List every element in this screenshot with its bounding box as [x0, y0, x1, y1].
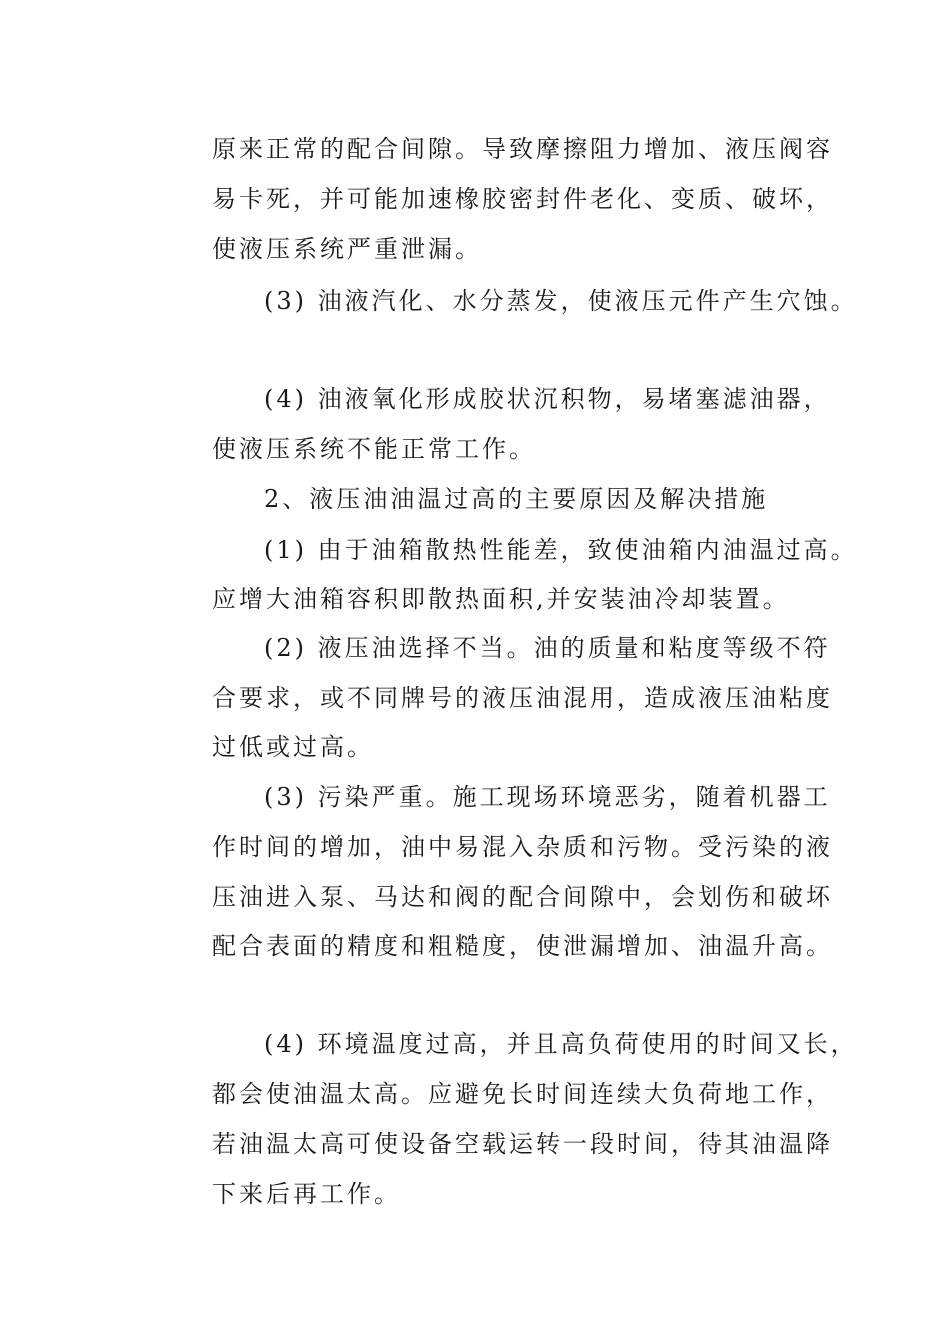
text-line-4: (3) 油液汽化、水分蒸发，使液压元件产生穴蚀。	[264, 287, 858, 315]
text-line-1: 原来正常的配合间隙。导致摩擦阻力增加、液压阀容	[212, 135, 833, 163]
text-line-9: 应增大油箱容积即散热面积,并安装油冷却装置。	[212, 585, 790, 613]
text-line-8: (1) 由于油箱散热性能差，致使油箱内油温过高。	[264, 536, 858, 564]
text-line-13: (3) 污染严重。施工现场环境恶劣，随着机器工	[264, 783, 831, 811]
text-line-17: (4) 环境温度过高，并且高负荷使用的时间又长，	[264, 1030, 858, 1058]
text-line-6: 使液压系统不能正常工作。	[212, 435, 536, 463]
text-line-2: 易卡死，并可能加速橡胶密封件老化、变质、破坏，	[212, 185, 833, 213]
text-line-16: 配合表面的精度和粗糙度，使泄漏增加、油温升高。	[212, 932, 833, 960]
text-line-5: (4) 油液氧化形成胶状沉积物，易堵塞滤油器，	[264, 385, 831, 413]
text-line-19: 若油温太高可使设备空载运转一段时间，待其油温降	[212, 1130, 833, 1158]
section-heading: 2、液压油油温过高的主要原因及解决措施	[264, 485, 769, 513]
text-line-10: (2) 液压油选择不当。油的质量和粘度等级不符	[264, 634, 831, 662]
text-line-18: 都会使油温太高。应避免长时间连续大负荷地工作，	[212, 1080, 833, 1108]
text-line-15: 压油进入泵、马达和阀的配合间隙中，会划伤和破坏	[212, 883, 833, 911]
text-line-14: 作时间的增加，油中易混入杂质和污物。受污染的液	[212, 833, 833, 861]
text-line-12: 过低或过高。	[212, 733, 374, 761]
text-line-20: 下来后再工作。	[212, 1180, 401, 1208]
text-line-3: 使液压系统严重泄漏。	[212, 235, 482, 263]
text-line-11: 合要求，或不同牌号的液压油混用，造成液压油粘度	[212, 684, 833, 712]
